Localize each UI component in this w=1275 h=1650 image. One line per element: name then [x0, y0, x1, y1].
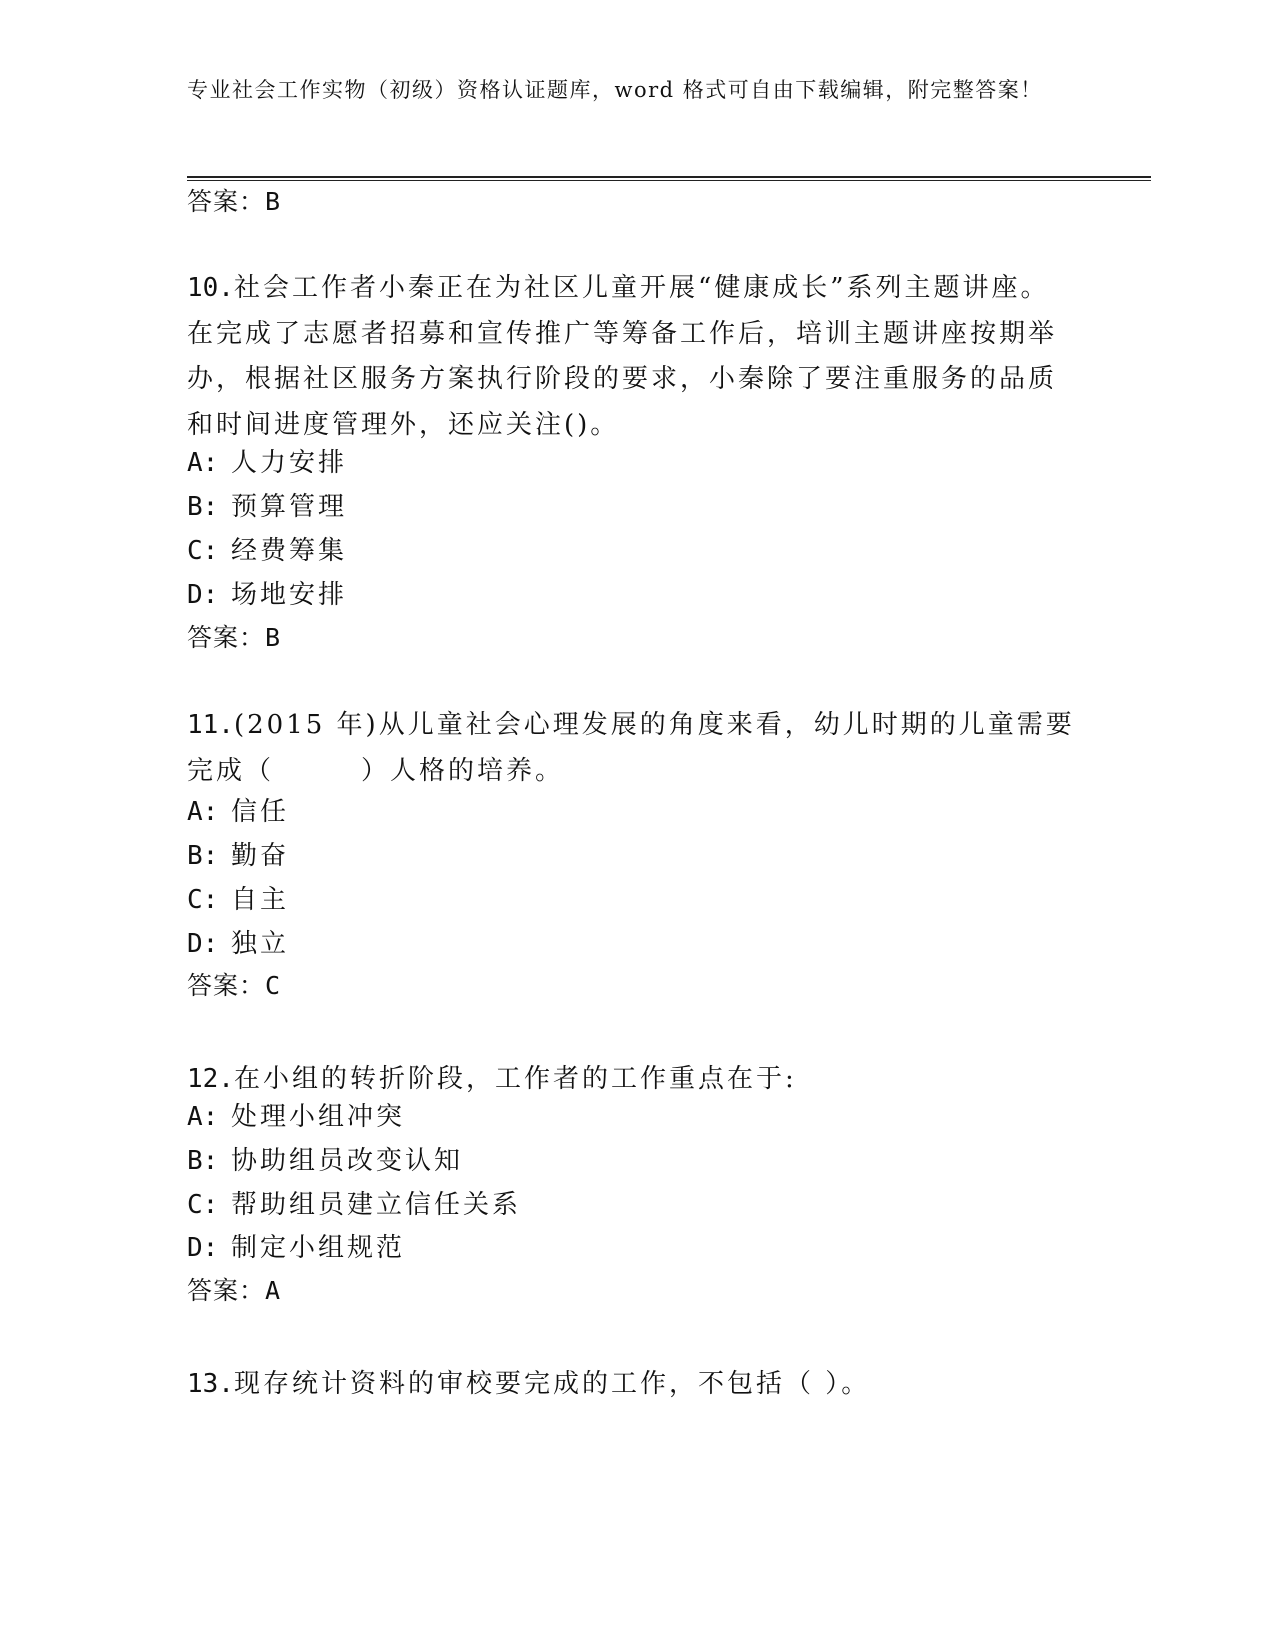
option-letter: D:: [187, 1233, 219, 1263]
question-11-option-d: [187, 928, 289, 960]
question-12-option-b: [187, 1145, 463, 1177]
option-letter: C:: [187, 1190, 219, 1220]
option-text: 处理小组冲突: [231, 1102, 406, 1132]
option-text: 独立: [231, 929, 290, 959]
question-12-option-c: [187, 1189, 521, 1221]
answer-label: 答案：: [187, 187, 266, 216]
answer-value: C: [265, 971, 282, 1000]
question-12-option-a: [187, 1101, 405, 1133]
answer-value: B: [265, 623, 282, 652]
question-12-option-d: [187, 1232, 405, 1264]
option-letter: B:: [187, 492, 219, 522]
question-12-stem: [187, 1057, 1077, 1103]
option-text: 经费筹集: [231, 536, 348, 566]
question-number: 10.: [187, 273, 234, 303]
question-number: 12.: [187, 1064, 234, 1094]
option-text: 制定小组规范: [231, 1233, 406, 1263]
question-11-option-b: [187, 840, 289, 872]
option-letter: C:: [187, 536, 219, 566]
answer-value: A: [265, 1276, 282, 1305]
option-letter: C:: [187, 885, 219, 915]
question-10-option-d: [187, 579, 347, 611]
option-letter: D:: [187, 580, 219, 610]
question-number: 11.: [187, 710, 234, 740]
question-11-answer: [187, 971, 281, 1001]
option-text: 预算管理: [231, 492, 348, 522]
question-text: 在小组的转折阶段，工作者的工作重点在于:: [233, 1064, 797, 1094]
question-13-stem: [187, 1362, 1077, 1408]
option-text: 帮助组员建立信任关系: [231, 1190, 522, 1220]
answer-value: B: [265, 187, 282, 216]
option-text: 人力安排: [231, 448, 348, 478]
answer-label: 答案：: [187, 623, 266, 652]
option-text: 自主: [231, 885, 290, 915]
option-letter: B:: [187, 841, 219, 871]
option-text: 信任: [231, 797, 290, 827]
option-letter: A:: [187, 797, 219, 827]
option-letter: A:: [187, 1102, 219, 1132]
question-11-option-c: [187, 884, 289, 916]
answer-label: 答案：: [187, 1276, 266, 1305]
question-10-option-a: [187, 447, 347, 479]
question-text: 现存统计资料的审校要完成的工作，不包括（ ）。: [233, 1369, 871, 1399]
option-text: 勤奋: [231, 841, 290, 871]
question-10-answer: [187, 623, 281, 653]
option-letter: A:: [187, 448, 219, 478]
question-number: 13.: [187, 1369, 234, 1399]
answer-line: [187, 187, 281, 217]
option-letter: B:: [187, 1146, 219, 1176]
question-text: 社会工作者小秦正在为社区儿童开展“健康成长”系列主题讲座。在完成了志愿者招募和宣传推广等筹备工作后，培训主题讲座按期举办，根据社区服务方案执行阶段的要求，小秦除了要注重服务的品质和时间进度管理外，还应关注()。: [187, 273, 1058, 440]
option-text: 协助组员改变认知: [231, 1146, 464, 1176]
question-11-stem: [187, 703, 1077, 794]
option-text: 场地安排: [231, 580, 348, 610]
question-12-answer: [187, 1276, 281, 1306]
question-10-stem: [187, 266, 1077, 448]
page-header-text: 专业社会工作实物（初级）资格认证题库，word 格式可自由下载编辑，附完整答案！: [187, 78, 1043, 102]
question-10-option-c: [187, 535, 347, 567]
answer-label: 答案：: [187, 971, 266, 1000]
header-divider: [187, 176, 1151, 181]
question-10-option-b: [187, 491, 347, 523]
question-text: (2015 年)从儿童社会心理发展的角度来看，幼儿时期的儿童需要完成（ ）人格的培养。: [187, 710, 1075, 786]
question-11-option-a: [187, 796, 289, 828]
option-letter: D:: [187, 929, 219, 959]
